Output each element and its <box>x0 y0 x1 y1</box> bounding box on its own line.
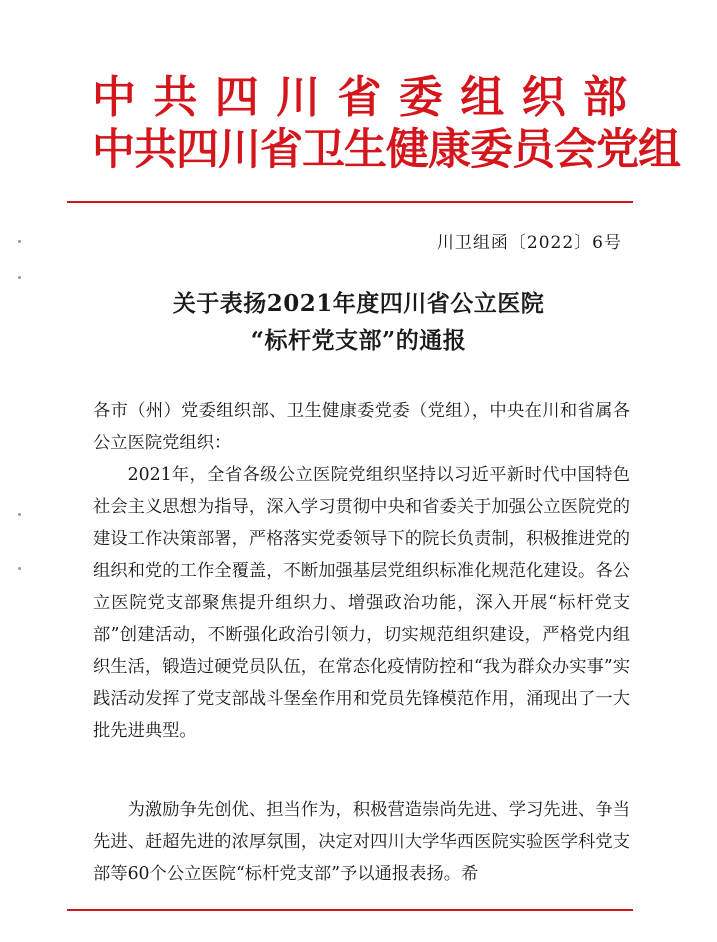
salutation-text: 各市（州）党委组织部、卫生健康委党委（党组），中央在川和省属各公立医院党组织： <box>93 401 630 453</box>
issuer-line-2: 中共四川省卫生健康委员会党组 <box>92 125 680 175</box>
paragraph-text: 为激励争先创优、担当作为，积极营造崇尚先进、学习先进、争当先进、赶超先进的浓厚氛围，决定对四川大学华西医院实验医学科党支部等60个公立医院“标杆党支部”予以通报表扬。希 <box>93 800 630 884</box>
document-title-line-2: “标杆党支部”的通报 <box>250 327 467 354</box>
document-title-line-1: 关于表扬2021年度四川省公立医院 <box>172 290 545 317</box>
salutation <box>93 395 630 459</box>
scan-edge-mark <box>18 567 21 570</box>
scan-edge-mark <box>18 240 21 243</box>
body-paragraph-2 <box>93 794 630 890</box>
scan-edge-mark <box>18 513 21 516</box>
header-red-rule <box>67 201 633 203</box>
scan-edge-mark <box>18 276 21 279</box>
footer-red-rule <box>67 909 633 911</box>
issuer-line-1: 中共四川省委组织部 <box>92 72 627 123</box>
body-paragraph-1 <box>93 459 630 747</box>
document-number: 川卫组函〔2022〕6号 <box>436 233 622 253</box>
paragraph-text: 2021年，全省各级公立医院党组织坚持以习近平新时代中国特色社会主义思想为指导，深入学习贯彻中央和省委关于加强公立医院党的建设工作决策部署，严格落实党委领导下的院长负责制，积极推进党的组织和党的工作全覆盖，不断加强基层党组织标准化规范化建设。各公立医院党支部聚焦提升组织力、增强政治功能，深入开展“标杆党支部”创建活动，不断强化政治引领力，切实规范组织建设，严格党内组织生活，锻造过硬党员队伍，在常态化疫情防控和“我为群众办实事”实践活动发挥了党支部战斗堡垒作用和党员先锋模范作用，涌现出了一大批先进典型。 <box>93 465 630 741</box>
